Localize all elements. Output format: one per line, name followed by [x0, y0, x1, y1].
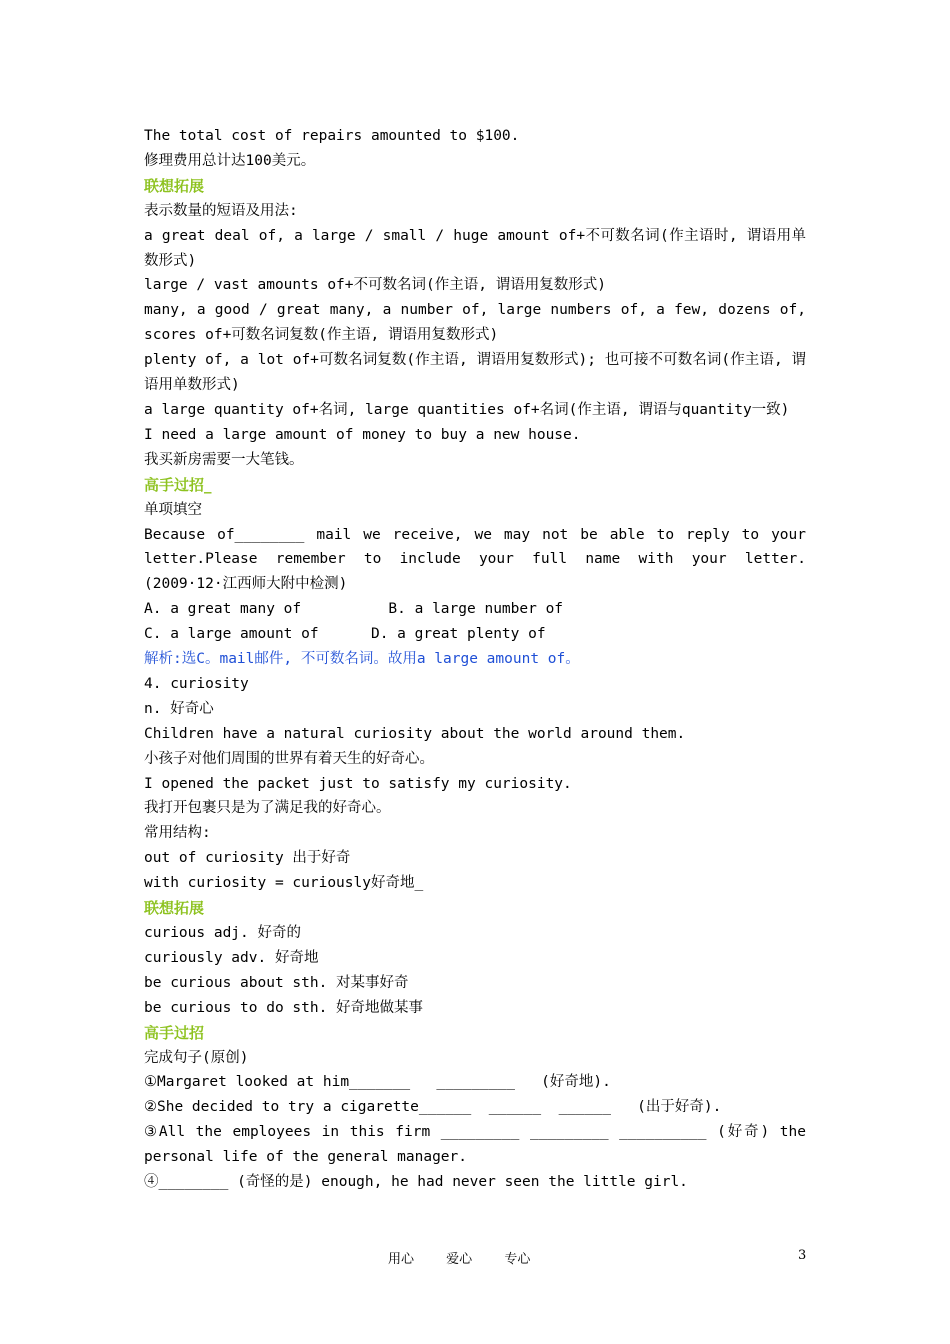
text-line: a large quantity of+名词, large quantities of+名词(作主语, 谓语与quantity一致) [144, 401, 790, 418]
text-line: out of curiosity 出于好奇 [144, 850, 351, 867]
section-heading: 高手过招 [144, 1023, 205, 1042]
text-line: curiously adv. 好奇地 [144, 949, 319, 966]
footer-motto-word: 爱心 [446, 1252, 473, 1267]
exercise-item: ①Margaret looked at him_______ _________ (好奇地). [144, 1074, 611, 1091]
exercise-title: 完成句子(原创) [144, 1049, 249, 1066]
exercise-item: ③All the employees in this firm _________ _________ __________ (好奇) the personal life of the general manager. [144, 1124, 806, 1166]
text-line: 表示数量的短语及用法: [144, 202, 298, 219]
example-translation: 我打开包裹只是为了满足我的好奇心。 [144, 800, 391, 817]
text-line: a great deal of, a large / small / huge amount of+不可数名词(作主语时, 谓语用单数形式) [144, 227, 806, 269]
example-sentence: I opened the packet just to satisfy my curiosity. [144, 775, 572, 792]
text-line: large / vast amounts of+不可数名词(作主语, 谓语用复数形式) [144, 277, 606, 294]
section-heading: 高手过招_ [144, 475, 212, 494]
text-line: The total cost of repairs amounted to $100. [144, 128, 520, 144]
text-line: be curious to do sth. 好奇地做某事 [144, 999, 424, 1016]
answer-options: C. a large amount of D. a great plenty of [144, 626, 546, 643]
exercise-item: ②She decided to try a cigarette______ ______ ______ (出于好奇). [144, 1099, 722, 1116]
exercise-title: 单项填空 [144, 501, 202, 518]
text-line: plenty of, a lot of+可数名词复数(作主语, 谓语用复数形式); 也可接不可数名词(作主语, 谓语用单数形式) [144, 352, 806, 394]
section-heading: 联想拓展 [144, 176, 205, 195]
example-sentence: I need a large amount of money to buy a new house. [144, 426, 581, 443]
text-line: with curiosity = curiously好奇地_ [144, 875, 424, 892]
text-line: 常用结构: [144, 825, 211, 842]
section-heading: 联想拓展 [144, 899, 205, 918]
text-line: many, a good / great many, a number of, large numbers of, a few, dozens of, scores of+可数名词复数(作主语, 谓语用复数形式) [144, 302, 806, 344]
example-sentence: Children have a natural curiosity about the world around them. [144, 725, 686, 742]
footer-motto [388, 1248, 558, 1267]
text-line: curious adj. 好奇的 [144, 925, 301, 941]
exercise-question: Because of________ mail we receive, we may not be able to reply to your letter.Please remember to include your full name with your letter. (2009·12·江西师大附中检测) [144, 526, 806, 593]
footer-motto-word: 用心 [388, 1252, 415, 1267]
page-footer [0, 1248, 950, 1268]
answer-explanation: 解析:选C。mail邮件, 不可数名词。故用a large amount of。 [144, 651, 580, 668]
example-translation: 我买新房需要一大笔钱。 [144, 451, 304, 468]
text-line: n. 好奇心 [144, 700, 214, 717]
example-translation: 小孩子对他们周围的世界有着天生的好奇心。 [144, 750, 434, 767]
page-number: 3 [798, 1248, 807, 1263]
footer-motto-word: 专心 [504, 1252, 531, 1267]
exercise-item: ④________ (奇怪的是) enough, he had never seen the little girl. [144, 1174, 688, 1191]
vocab-heading: 4. curiosity [144, 675, 249, 692]
document-body [144, 124, 806, 1195]
text-line: 修理费用总计达100美元。 [144, 152, 316, 169]
text-line: be curious about sth. 对某事好奇 [144, 974, 409, 991]
answer-options: A. a great many of B. a large number of [144, 601, 564, 618]
